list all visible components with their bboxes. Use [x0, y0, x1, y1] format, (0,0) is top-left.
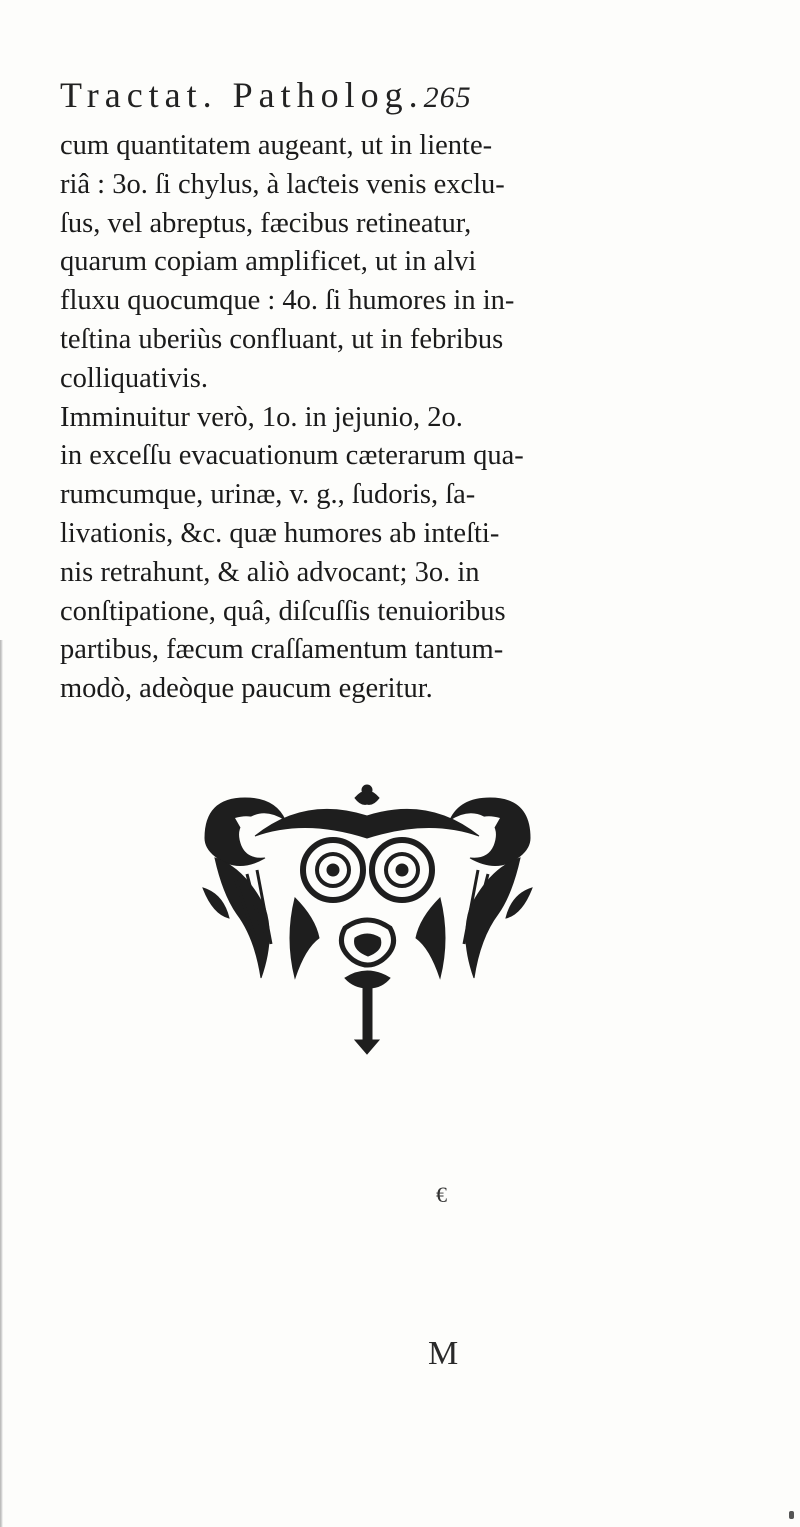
text-line: rumcumque, urinæ, v. g., ſudoris, ſa- — [60, 479, 476, 511]
text-line: in exceſſu evacuationum cæterarum qua- — [60, 440, 524, 472]
text-line: fluxu quocumque : 4o. ſi humores in in- — [60, 285, 515, 317]
running-head — [60, 74, 760, 120]
tailpiece-ornament-graphic — [195, 778, 540, 1058]
text-line: riâ : 3o. ſi chylus, à laƈteis venis exclu- — [60, 168, 505, 200]
printer-mark: € — [436, 1182, 447, 1207]
text-line: conſtipatione, quâ, diſcuſſis tenuioribus — [60, 595, 506, 627]
text-line: cum quantitatem augeant, ut in liente- — [60, 130, 493, 161]
text-line: nis retrahunt, & aliò advocant; 3o. in — [60, 556, 480, 588]
text-line: teſtina uberiùs confluant, ut in febribus — [60, 323, 504, 355]
text-line: colliquativis. — [60, 362, 209, 394]
text-line: partibus, fæcum craſſamentum tantum- — [60, 634, 504, 666]
body-text — [60, 127, 760, 709]
signature-mark: M — [428, 1335, 460, 1372]
text-line: quarum copiam amplificet, ut in alvi — [60, 246, 477, 278]
running-head-title: Tractat. Patholog. — [60, 75, 424, 115]
text-line: livationis, &c. quæ humores ab inteſti- — [60, 517, 500, 549]
page-number: 265 — [423, 81, 472, 114]
text-line: ſus, vel abreptus, fæcibus retineatur, — [60, 207, 472, 239]
ink-speck — [789, 1511, 794, 1519]
text-line: modò, adeòque paucum egeritur. — [60, 673, 433, 705]
tailpiece-ornament — [195, 778, 540, 1058]
text-line: Imminuitur verò, 1o. in jejunio, 2o. — [60, 401, 463, 433]
page-edge-shadow — [0, 640, 3, 1527]
